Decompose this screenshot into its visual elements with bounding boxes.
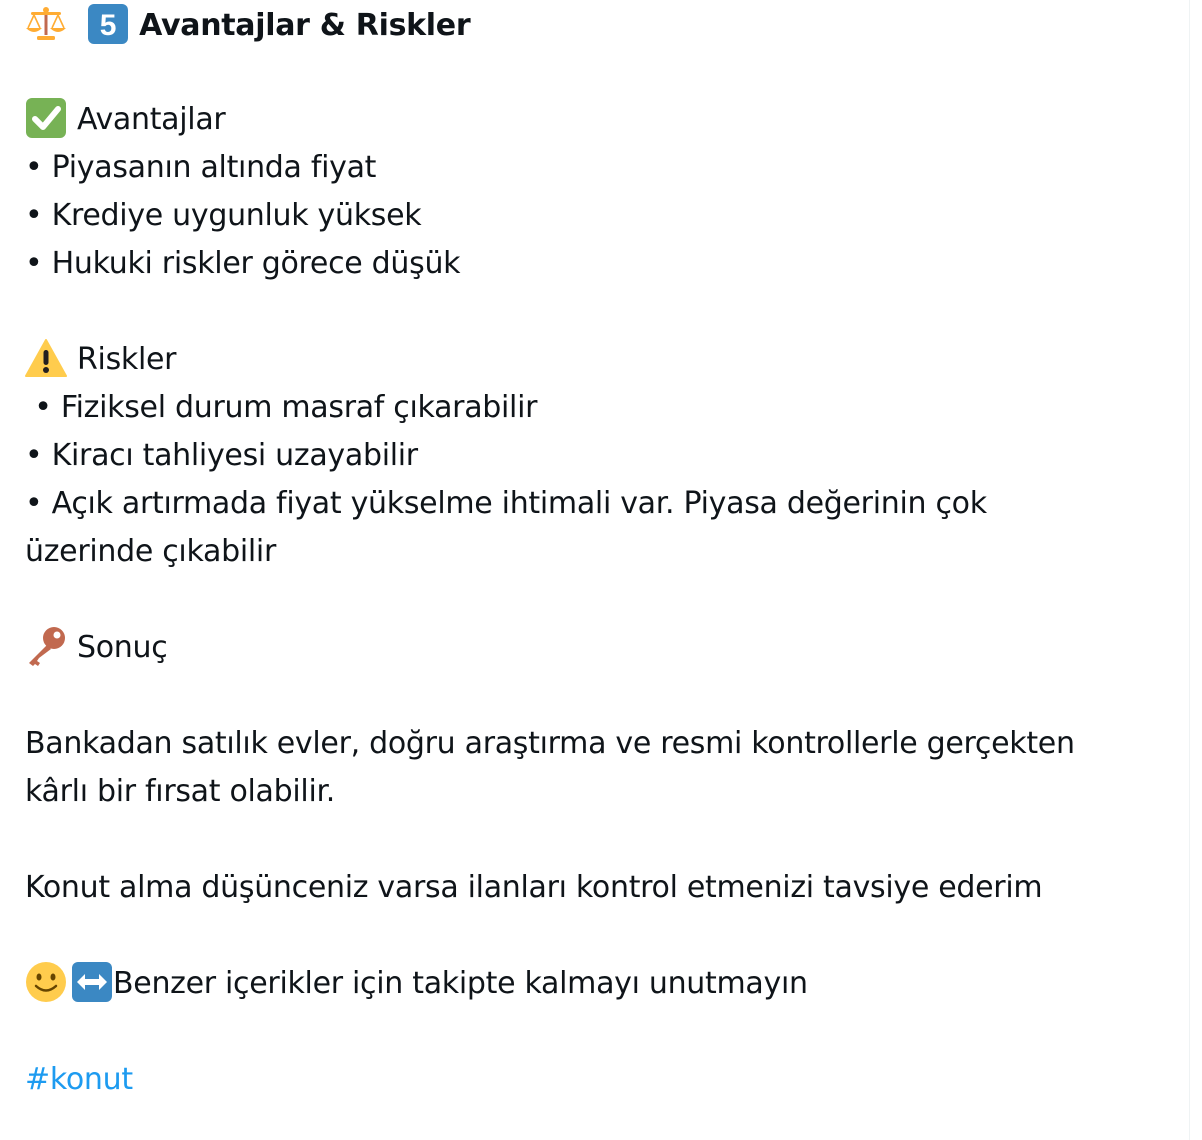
section-title: [25, 2, 1175, 50]
key-icon: [25, 625, 67, 667]
title-text: Avantajlar & Riskler: [139, 8, 471, 43]
left-right-arrow-icon: [71, 961, 113, 1003]
advantages-heading: [25, 96, 1175, 144]
risks-heading-text: Riskler: [77, 342, 177, 377]
follow-line: [25, 960, 1175, 1008]
warning-icon: [25, 338, 67, 378]
conclusion-paragraph: Konut alma düşünceniz varsa ilanları kontrol etmenizi tavsiye ederim: [25, 870, 1043, 905]
advantage-item: • Piyasanın altında fiyat: [25, 150, 377, 185]
keycap-5-icon: [87, 3, 129, 45]
hashtag-link[interactable]: #konut: [25, 1062, 133, 1097]
slightly-smiling-face-icon: [25, 961, 67, 1003]
advantage-item: • Hukuki riskler görece düşük: [25, 246, 461, 281]
check-mark-button-icon: [25, 97, 67, 139]
conclusion-heading: [25, 624, 1175, 672]
balance-scale-icon: [25, 6, 67, 42]
risk-item: • Açık artırmada fiyat yükselme ihtimali var. Piyasa değerinin çok üzerinde çıkabilir: [25, 486, 987, 569]
risks-heading: [25, 336, 1175, 384]
conclusion-paragraph: Bankadan satılık evler, doğru araştırma ve resmi kontrollerle gerçekten kârlı bir fırsat olabilir.: [25, 726, 1075, 809]
conclusion-heading-text: Sonuç: [77, 630, 168, 665]
risk-item: • Fiziksel durum masraf çıkarabilir: [25, 390, 538, 425]
hashtag-line: [25, 1056, 1175, 1104]
risk-item: • Kiracı tahliyesi uzayabilir: [25, 438, 418, 473]
follow-text: Benzer içerikler için takipte kalmayı unutmayın: [113, 966, 808, 1001]
advantage-item: • Krediye uygunluk yüksek: [25, 198, 422, 233]
keycap-number: 5: [99, 8, 117, 42]
post-text: [25, 0, 1175, 1104]
column-border: [1189, 0, 1190, 1140]
advantages-heading-text: Avantajlar: [77, 102, 226, 137]
